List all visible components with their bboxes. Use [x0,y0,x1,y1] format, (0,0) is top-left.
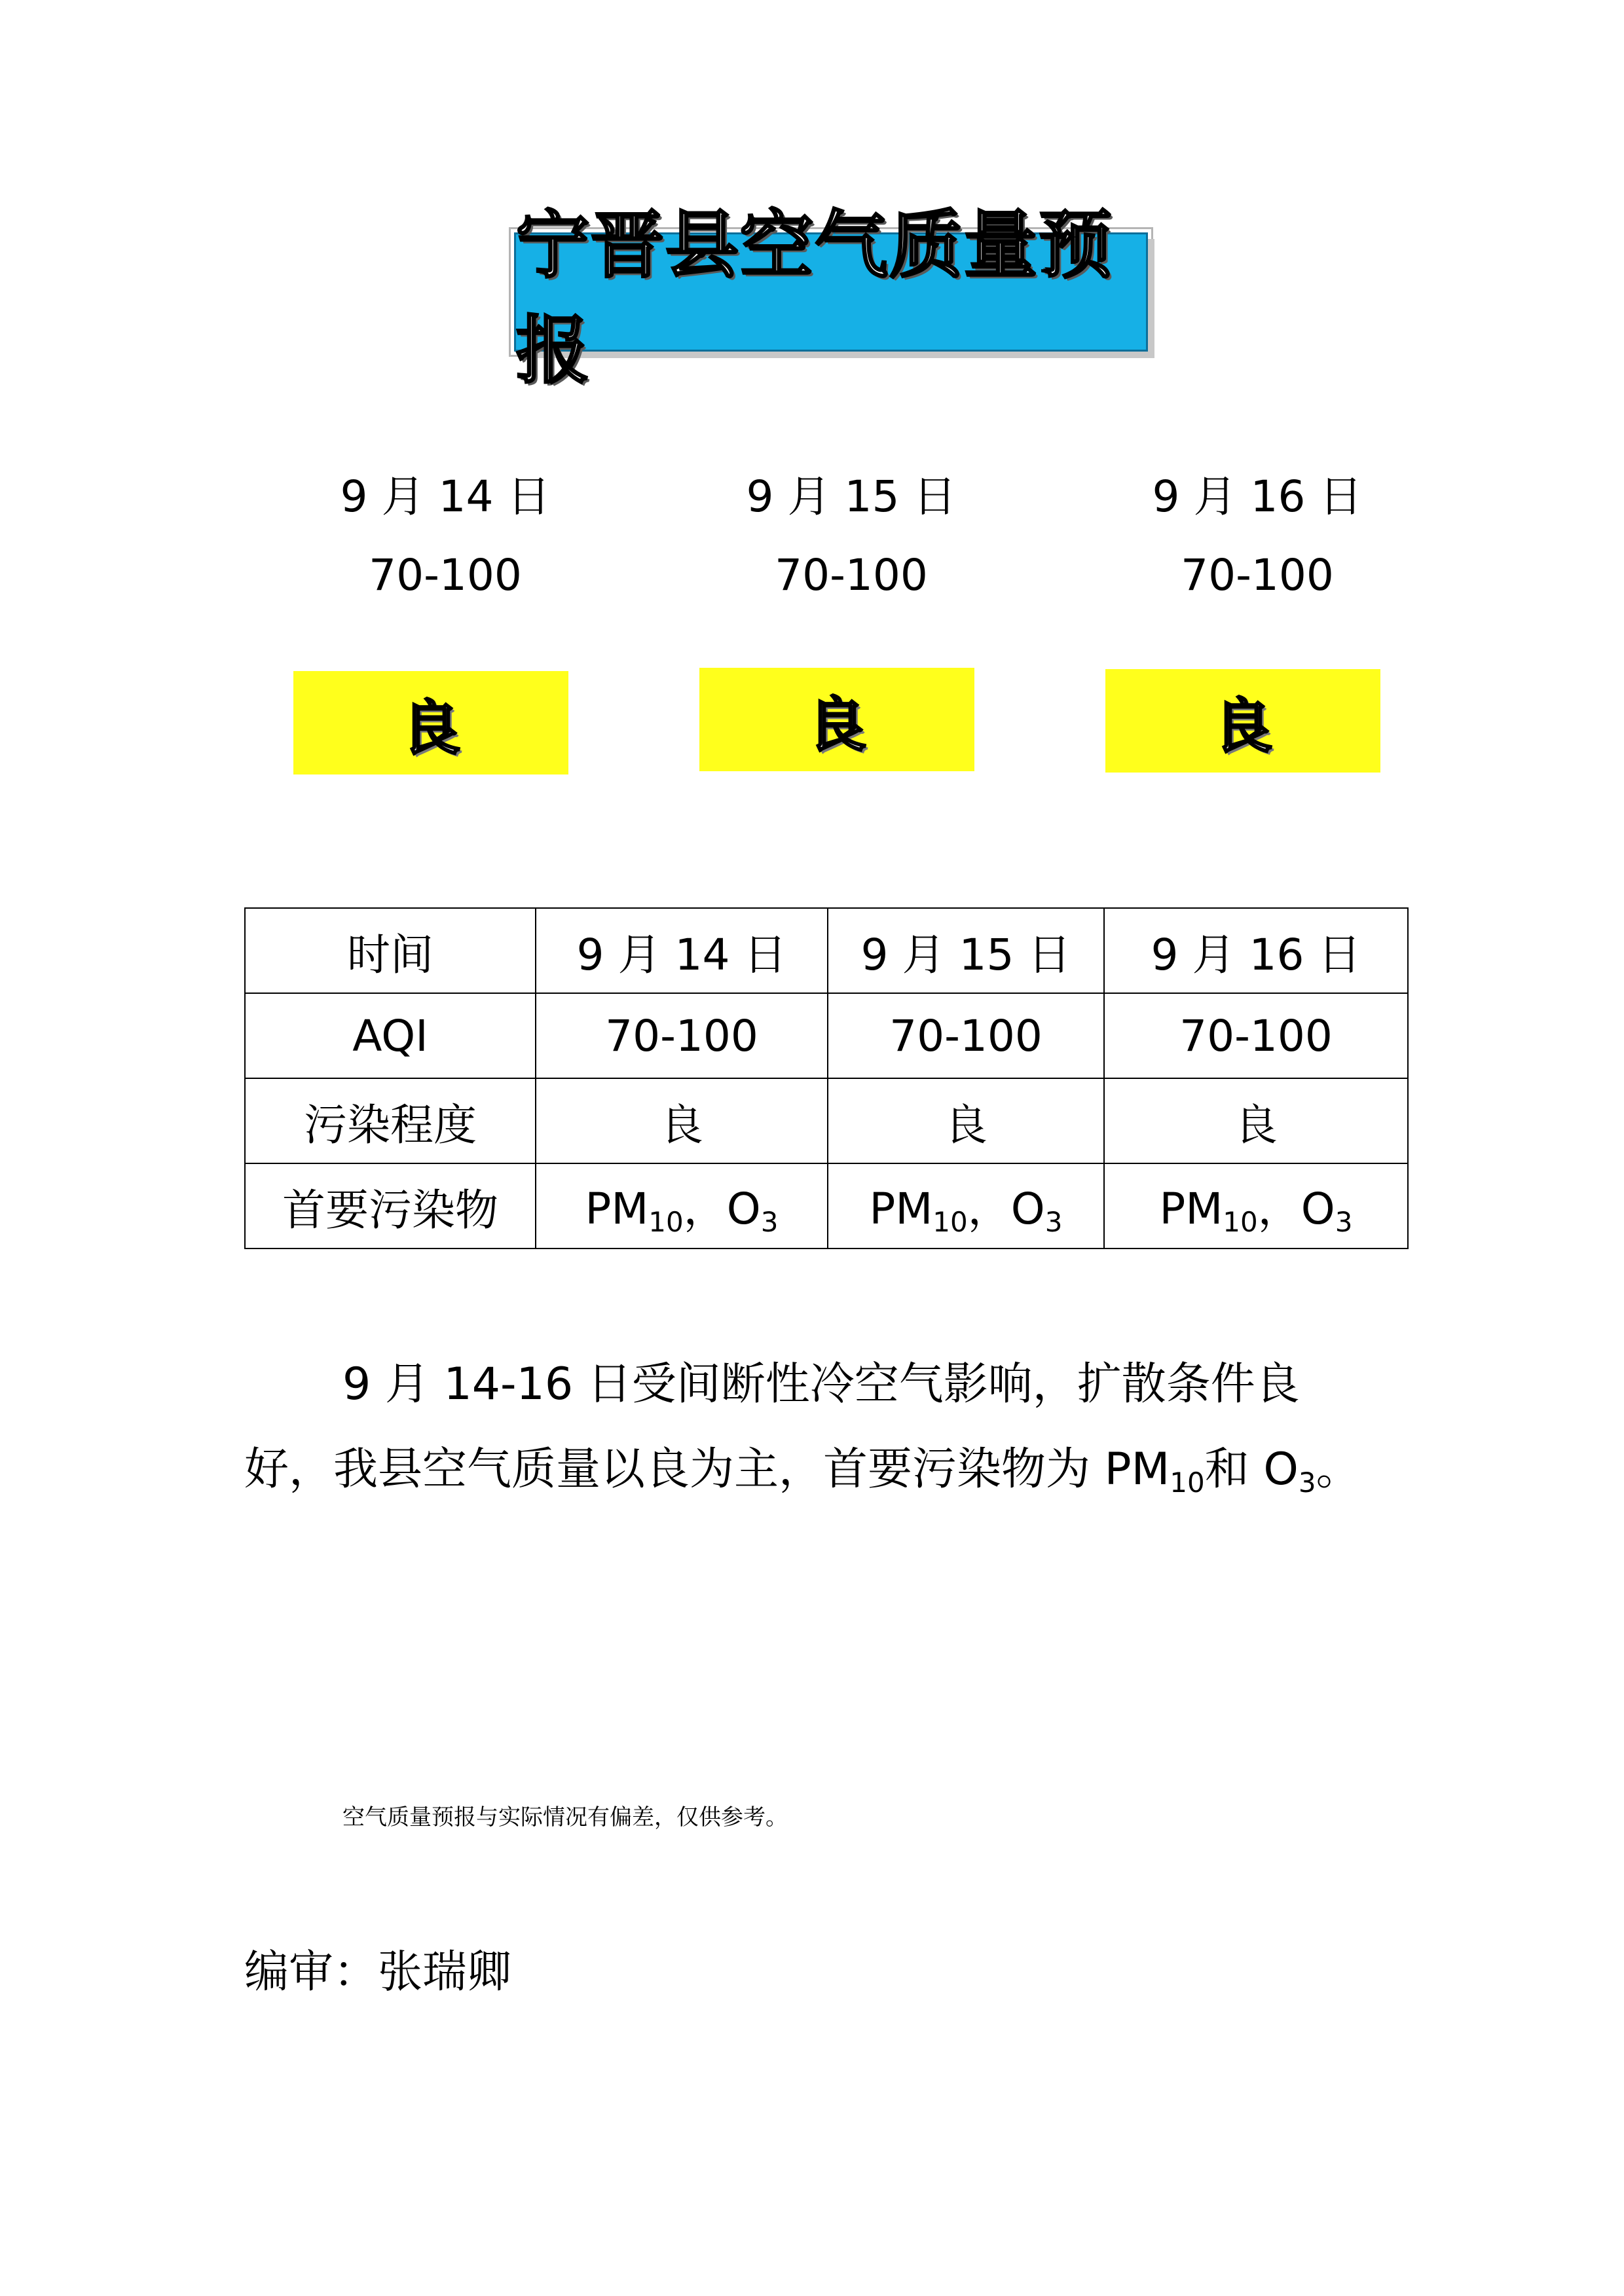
description-text: 。 [1316,1444,1361,1495]
row-label: AQI [245,993,536,1078]
pollutant-cell [828,1163,1104,1248]
o-text: O [1010,1184,1045,1234]
grade-badge-day-1 [293,671,568,774]
row-label: 时间 [245,908,536,993]
pm-text: PM [585,1184,649,1234]
page-title: 宁晋县空气质量预报 [516,203,1113,393]
row-label: 污染程度 [245,1078,536,1163]
description-text: 和 O [1204,1444,1299,1495]
pm-text: PM [1159,1184,1223,1234]
pm-subscript: 10 [932,1206,968,1238]
level-cell: 良 [536,1078,828,1163]
editor-signature: 编审：张瑞卿 [244,1946,512,1998]
date-cell: 9 月 15 日 [828,908,1104,993]
o-text: O [1301,1184,1335,1234]
forecast-aqi-range: 70-100 [1181,550,1334,600]
date-cell: 9 月 16 日 [1104,908,1408,993]
pm-subscript: 10 [648,1206,684,1238]
table-row-level [245,1078,1408,1163]
aqi-cell: 70-100 [828,993,1104,1078]
pm-text: PM [869,1184,933,1234]
grade-badge-day-3 [1105,669,1380,773]
separator: ， [967,1184,1011,1234]
description-text: 9 月 14-16 日受间断性冷空气影响，扩散条件良好，我县空气质量以良为主，首要污染物为 PM [244,1358,1300,1495]
forecast-aqi-range: 70-100 [775,550,928,600]
level-cell: 良 [828,1078,1104,1163]
separator: ， [683,1184,727,1234]
pollutant-cell [1104,1163,1408,1248]
aqi-forecast-table [244,907,1409,1249]
o-subscript: 3 [1044,1206,1063,1238]
level-cell: 良 [1104,1078,1408,1163]
pm-subscript: 10 [1223,1206,1258,1238]
pm-subscript: 10 [1170,1467,1205,1499]
forecast-date: 9 月 14 日 [340,471,551,522]
aqi-cell: 70-100 [1104,993,1408,1078]
o-text: O [726,1184,761,1234]
forecast-description [244,1342,1371,1525]
table-row-aqi [245,993,1408,1078]
o-subscript: 3 [760,1206,779,1238]
grade-label: 良 [1213,692,1272,761]
disclaimer-note: 空气质量预报与实际情况有偏差，仅供参考。 [342,1804,788,1831]
separator: ， [1257,1184,1301,1234]
grade-badge-day-2 [699,668,974,771]
forecast-aqi-range: 70-100 [369,550,522,600]
title-banner [514,203,1148,393]
o-subscript: 3 [1335,1206,1353,1238]
o-subscript: 3 [1298,1467,1316,1499]
date-cell: 9 月 14 日 [536,908,828,993]
pollutant-cell [536,1163,828,1248]
table-row-pollutant [245,1163,1408,1248]
table-row-time [245,908,1408,993]
aqi-cell: 70-100 [536,993,828,1078]
row-label: 首要污染物 [245,1163,536,1248]
forecast-date: 9 月 16 日 [1152,471,1363,522]
grade-label: 良 [401,694,460,763]
forecast-date: 9 月 15 日 [746,471,957,522]
grade-label: 良 [807,691,866,759]
